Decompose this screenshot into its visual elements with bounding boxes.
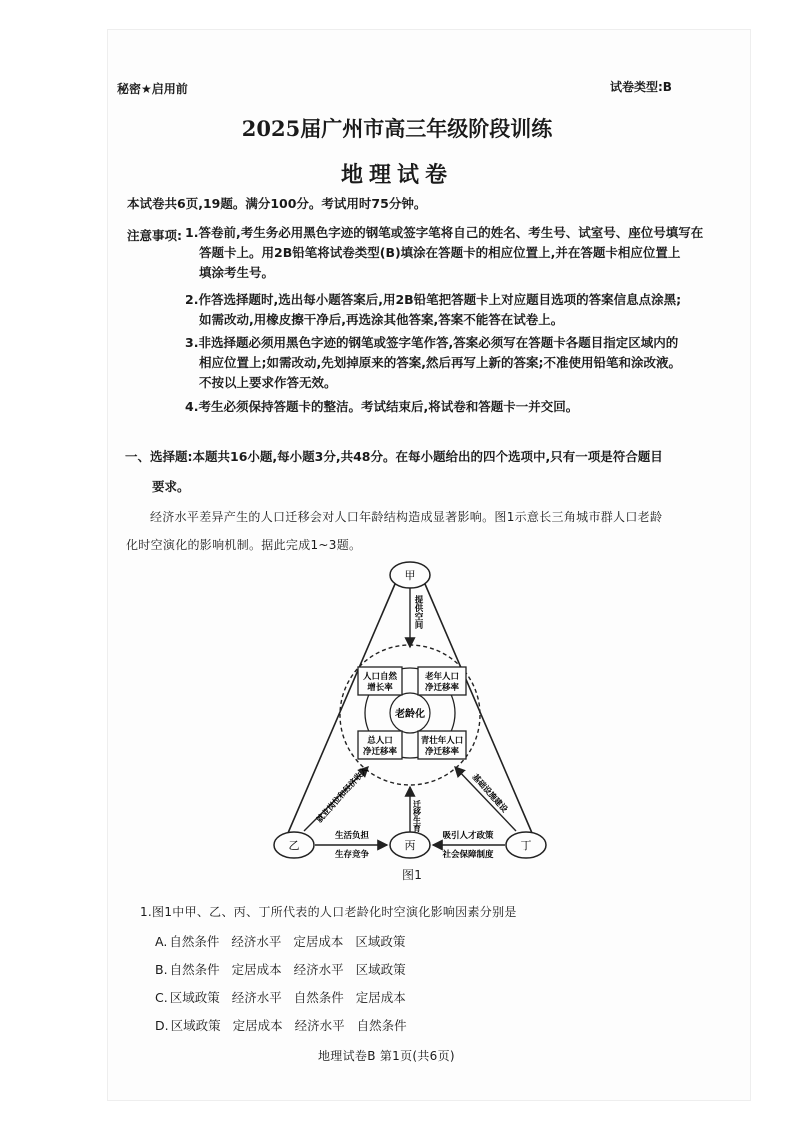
node-label: 乙 [288, 839, 300, 852]
confidential-mark: 秘密★启用前 [117, 82, 188, 96]
node-label: 丙 [404, 839, 416, 852]
option-term: 区域政策 [170, 1018, 221, 1033]
section-heading: 一、选择题:本题共16小题,每小题3分,共48分。在每小题给出的四个选项中,只有一项是符合题目 [125, 449, 663, 464]
figure-1-diagram [260, 555, 560, 885]
notice-line: 不按以上要求作答无效。 [199, 375, 337, 390]
option-c[interactable] [155, 988, 418, 1006]
notice-item-4 [185, 397, 578, 417]
question-stem-intro: 经济水平差异产生的人口迁移会对人口年龄结构造成显著影响。图1示意长三角城市群人口老龄 [150, 510, 663, 524]
center-label: 老龄化 [395, 709, 425, 720]
node-label: 丁 [520, 839, 532, 852]
option-label: B. [155, 962, 168, 977]
box-text: 青壮年人口 [420, 736, 464, 746]
arrow-label: 基础设施建设 [470, 772, 510, 815]
arrow-label: 生存竞争 [334, 850, 370, 860]
box-text: 增长率 [367, 683, 393, 693]
notice-item-2 [185, 290, 681, 330]
question-1-stem: 1.图1中甲、乙、丙、丁所代表的人口老龄化时空演化影响因素分别是 [140, 905, 517, 919]
option-label: D. [155, 1018, 169, 1033]
section-heading-cont: 要求。 [152, 479, 190, 494]
notice-item-3 [185, 333, 681, 393]
subject-title: 地理试卷 [340, 162, 453, 188]
notice-line: 如需改动,用橡皮擦干净后,再选涂其他答案,答案不能答在试卷上。 [199, 312, 564, 327]
question-stem-intro-cont: 化时空演化的影响机制。据此完成1~3题。 [126, 538, 362, 552]
box-text: 净迁移率 [424, 747, 460, 757]
option-term: 自然条件 [293, 990, 344, 1005]
option-label: A. [155, 934, 168, 949]
notice-line: 答题卡上。用2B铅笔将试卷类型(B)填涂在答题卡的相应位置上,并在答题卡相应位置上 [199, 245, 681, 260]
option-b[interactable] [155, 960, 418, 978]
option-label: C. [155, 990, 168, 1005]
option-term: 定居成本 [232, 1018, 283, 1033]
notice-label: 注意事项: [127, 228, 182, 243]
option-d[interactable] [155, 1016, 419, 1034]
page-footer: 地理试卷B 第1页(共6页) [318, 1049, 455, 1063]
option-term: 经济水平 [231, 934, 282, 949]
arrow-label: 就业岗位和经济收入 [314, 764, 370, 825]
option-term: 自然条件 [169, 934, 220, 949]
option-term: 自然条件 [356, 1018, 407, 1033]
arrow-label: 社会保障制度 [442, 850, 494, 860]
box-text: 净迁移率 [362, 747, 398, 757]
notice-line: 填涂考生号。 [199, 265, 275, 280]
arrow-label: 生活负担 [334, 831, 370, 841]
notice-line: 4.考生必须保持答题卡的整洁。考试结束后,将试卷和答题卡一并交回。 [185, 399, 579, 414]
notice-line: 相应位置上;如需改动,先划掉原来的答案,然后再写上新的答案;不准使用铅笔和涂改液。 [199, 355, 681, 370]
notice-item-1 [185, 223, 703, 283]
figure-caption: 图1 [402, 868, 423, 882]
option-term: 定居成本 [231, 962, 282, 977]
arrow-right-diag [455, 767, 516, 831]
notice-line: 3.非选择题必须用黑色字迹的钢笔或签字笔作答,答案必须写在答题卡各题目指定区域内的 [185, 335, 679, 350]
option-term: 经济水平 [293, 962, 344, 977]
notice-line: 1.答卷前,考生务必用黑色字迹的钢笔或签字笔将自己的姓名、考生号、试室号、座位号填写在 [185, 225, 704, 240]
option-term: 经济水平 [231, 990, 282, 1005]
exam-title: 2025届广州市高三年级阶段训练 [241, 116, 553, 141]
arrow-label: 吸引人才政策 [442, 831, 494, 841]
paper-type: 试卷类型:B [610, 80, 672, 94]
box-text: 净迁移率 [424, 683, 460, 693]
option-term: 定居成本 [355, 990, 406, 1005]
exam-intro: 本试卷共6页,19题。满分100分。考试用时75分钟。 [127, 196, 427, 211]
option-term: 自然条件 [169, 962, 220, 977]
arrow-label: 提供空间 [413, 595, 423, 629]
arrow-label: 迁移生育 [412, 800, 422, 832]
option-term: 区域政策 [169, 990, 220, 1005]
option-term: 区域政策 [355, 934, 406, 949]
option-term: 区域政策 [355, 962, 406, 977]
option-a[interactable] [155, 932, 417, 950]
option-term: 经济水平 [294, 1018, 345, 1033]
triangle-edge-right [422, 577, 532, 833]
option-term: 定居成本 [293, 934, 344, 949]
node-label: 甲 [404, 569, 416, 582]
box-text: 人口自然 [362, 672, 398, 682]
box-text: 总人口 [367, 736, 393, 746]
notice-line: 2.作答选择题时,选出每小题答案后,用2B铅笔把答题卡上对应题目选项的答案信息点涂黑; [185, 292, 682, 307]
box-text: 老年人口 [424, 672, 460, 682]
